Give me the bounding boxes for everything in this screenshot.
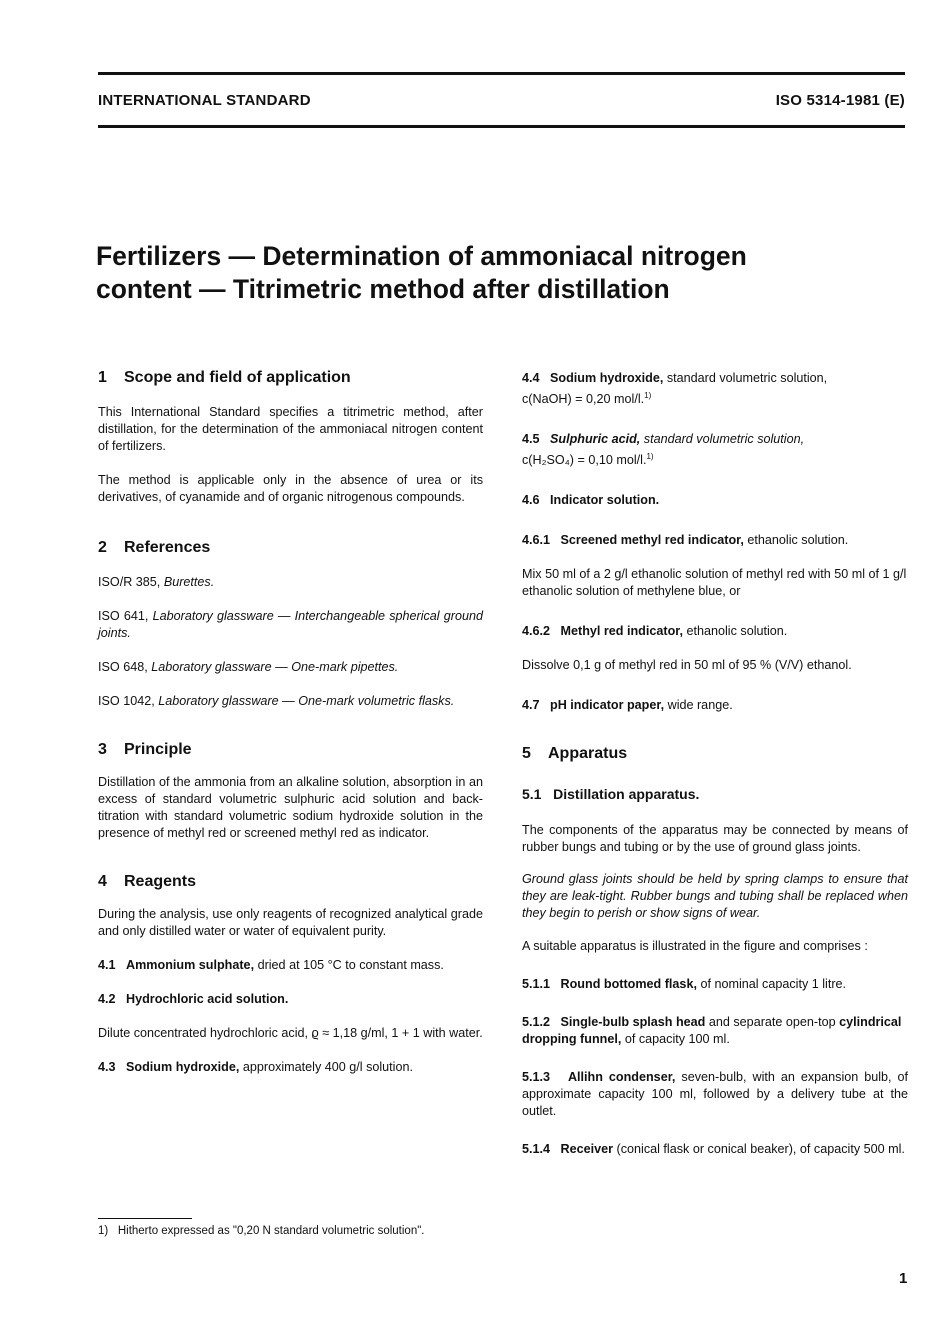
- clause-4-5: 4.5 Sulphuric acid, standard volumetric solution, c(H₂SO₄) = 0,10 mol/l.$^{1)}$: [522, 432, 805, 468]
- document-title: [96, 240, 876, 306]
- clause-4-7: 4.7 pH indicator paper, wide range.: [522, 698, 733, 713]
- paragraph: Mix 50 ml of a 2 g/l ethanolic solution of methyl red with 50 ml of 1 g/l ethanolic solution of methylene blue, or: [522, 567, 907, 599]
- paragraph: During the analysis, use only reagents of recognized analytical grade and only distilled water or water of equivalent purity.: [98, 907, 483, 938]
- clause-5-1: 5.1 Distillation apparatus.: [522, 786, 700, 803]
- section-3-heading: [98, 740, 483, 760]
- paragraph: This International Standard specifies a titrimetric method, after distillation, for the determination of the ammoniacal nitrogen content of fertilizers.: [98, 405, 483, 453]
- left-column: [98, 368, 483, 1076]
- paragraph: The components of the apparatus may be connected by means of rubber bungs and tubing or by the use of ground glass joints.: [522, 823, 908, 855]
- clause-5-1-3: 5.1.3 Allihn condenser, seven-bulb, with an expansion bulb, of approximate capacity 100 ml, followed by a delivery tube at the outlet.: [522, 1070, 909, 1119]
- section-title: References: [124, 539, 211, 556]
- clause-4-3: 4.3 Sodium hydroxide, approximately 400 g/l solution.: [98, 1060, 413, 1074]
- clause-5-1-4: 5.1.4 Receiver (conical flask or conical beaker), of capacity 500 ml.: [522, 1142, 905, 1157]
- clause-4-6-1: 4.6.1 Screened methyl red indicator, ethanolic solution.: [522, 533, 849, 548]
- section-2-heading: [98, 538, 483, 558]
- clause-4-4: 4.4 Sodium hydroxide, standard volumetric solution, c(NaOH) = 0,20 mol/l.$^{1)}$: [522, 371, 828, 407]
- paragraph: Dissolve 0,1 g of methyl red in 50 ml of 95 % (V/V) ethanol.: [522, 658, 852, 673]
- reference-item: ISO 641, Laboratory glassware — Interchangeable spherical ground joints.: [98, 609, 484, 640]
- section-title: Scope and field of application: [124, 369, 351, 386]
- header-top-rule: [98, 72, 905, 75]
- section-1-heading: [98, 368, 483, 388]
- section-5-heading: [522, 744, 908, 764]
- clause-4-6: 4.6 Indicator solution.: [522, 493, 660, 508]
- section-title: Reagents: [124, 873, 197, 890]
- title-line-1: Fertilizers — Determination of ammoniacal nitrogen: [96, 241, 747, 271]
- section-4-heading: [98, 872, 483, 892]
- section-number: 3: [98, 741, 107, 758]
- section-title: Apparatus: [548, 745, 628, 763]
- paragraph: Dilute concentrated hydrochloric acid, ϱ ≈ 1,18 g/ml, 1 + 1 with water.: [98, 1026, 483, 1040]
- section-number: 1: [98, 369, 107, 386]
- paragraph: The method is applicable only in the absence of urea or its derivatives, of cyanamide and of organic nitrogenous compounds.: [98, 473, 483, 504]
- footnote-text: Hitherto expressed as "0,20 N standard volumetric solution".: [117, 1225, 425, 1237]
- paragraph-italic: Ground glass joints should be held by spring clamps to ensure that they are leak-tight. Rubber bungs and tubing shall be replaced when they begin to perish or show signs of wear.: [522, 872, 908, 921]
- footnote-rule: [98, 1218, 192, 1219]
- footnote-number: 1): [98, 1225, 109, 1237]
- reference-item: ISO 648, Laboratory glassware — One-mark pipettes.: [98, 660, 399, 674]
- paragraph: Distillation of the ammonia from an alkaline solution, absorption in an excess of standard volumetric sulphuric acid solution and back-titration with standard volumetric sodium hydroxide solution in the presence of methyl red or screened methyl red as indicator.: [98, 775, 483, 840]
- reference-item: ISO/R 385, Burettes.: [98, 575, 215, 589]
- section-number: 5: [522, 745, 531, 763]
- section-number: 4: [98, 873, 107, 890]
- clause-5-1-1: 5.1.1 Round bottomed flask, of nominal capacity 1 litre.: [522, 977, 847, 992]
- clause-4-6-2: 4.6.2 Methyl red indicator, ethanolic solution.: [522, 624, 788, 639]
- clause-5-1-2: 5.1.2 Single-bulb splash head and separate open-top cylindrical dropping funnel, of capacity 100 ml.: [522, 1015, 902, 1047]
- clause-4-1: 4.1 Ammonium sulphate, dried at 105 °C to constant mass.: [98, 958, 444, 972]
- paragraph: A suitable apparatus is illustrated in the figure and comprises :: [522, 939, 868, 954]
- title-line-2: content — Titrimetric method after distillation: [96, 274, 670, 304]
- page-number: 1: [899, 1270, 908, 1287]
- header-bottom-rule: [98, 125, 905, 128]
- right-column: [522, 370, 908, 1158]
- header-left-label: INTERNATIONAL STANDARD: [98, 92, 311, 109]
- section-number: 2: [98, 539, 107, 556]
- header-right-label: ISO 5314-1981 (E): [775, 92, 905, 109]
- reference-item: ISO 1042, Laboratory glassware — One-mark volumetric flasks.: [98, 694, 455, 708]
- section-title: Principle: [124, 741, 192, 758]
- footnote: [98, 1225, 425, 1237]
- clause-4-2: 4.2 Hydrochloric acid solution.: [98, 992, 289, 1006]
